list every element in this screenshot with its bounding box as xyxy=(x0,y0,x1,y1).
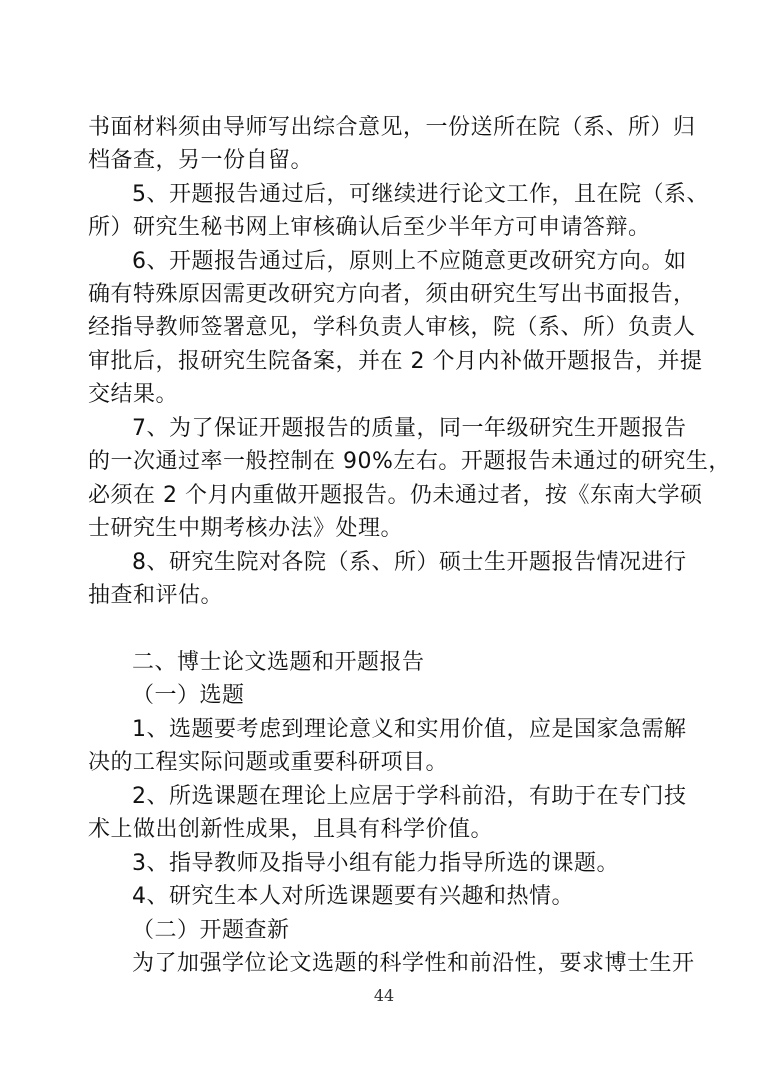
text-line: 经指导教师签署意见，学科负责人审核，院（系、所）负责人 xyxy=(88,315,696,340)
text-line: 5、开题报告通过后，可继续进行论文工作，且在院（系、 xyxy=(132,182,709,207)
text-line: 1、选题要考虑到理论意义和实用价值，应是国家急需解 xyxy=(132,717,687,742)
text-line: 7、为了保证开题报告的质量，同一年级研究生开题报告 xyxy=(132,416,687,441)
text-line: 2、所选课题在理论上应居于学科前沿，有助于在专门技 xyxy=(132,784,687,809)
text-line: 审批后，报研究生院备案，并在 2 个月内补做开题报告，并提 xyxy=(88,349,703,374)
text-line: 4、研究生本人对所选课题要有兴趣和热情。 xyxy=(132,884,574,909)
text-line: 士研究生中期考核办法》处理。 xyxy=(88,516,404,541)
subsection-heading: （一）选题 xyxy=(132,683,245,708)
text-line: 必须在 2 个月内重做开题报告。仍未通过者，按《东南大学硕 xyxy=(88,483,703,508)
text-line: 交结果。 xyxy=(88,382,179,407)
text-line: 6、开题报告通过后，原则上不应随意更改研究方向。如 xyxy=(132,249,687,274)
text-line: 为了加强学位论文选题的科学性和前沿性，要求博士生开 xyxy=(132,951,695,976)
subsection-heading: （二）开题查新 xyxy=(132,918,290,943)
text-line: 的一次通过率一般控制在 90%左右。开题报告未通过的研究生， xyxy=(88,449,731,474)
text-line: 决的工程实际问题或重要科研项目。 xyxy=(88,750,449,775)
text-line: 术上做出创新性成果，且具有科学价值。 xyxy=(88,817,494,842)
text-line: 8、研究生院对各院（系、所）硕士生开题报告情况进行 xyxy=(132,550,687,575)
page-number: 44 xyxy=(373,986,395,1005)
text-line: 抽查和评估。 xyxy=(88,583,224,608)
text-line: 3、指导教师及指导小组有能力指导所选的课题。 xyxy=(132,851,619,876)
text-line: 书面材料须由导师写出综合意见，一份送所在院（系、所）归 xyxy=(88,115,696,140)
section-heading: 二、博士论文选题和开题报告 xyxy=(132,650,425,675)
text-line: 档备查，另一份自留。 xyxy=(88,148,314,173)
text-line: 所）研究生秘书网上审核确认后至少半年方可申请答辩。 xyxy=(88,215,651,240)
text-line: 确有特殊原因需更改研究方向者，须由研究生写出书面报告， xyxy=(88,282,696,307)
